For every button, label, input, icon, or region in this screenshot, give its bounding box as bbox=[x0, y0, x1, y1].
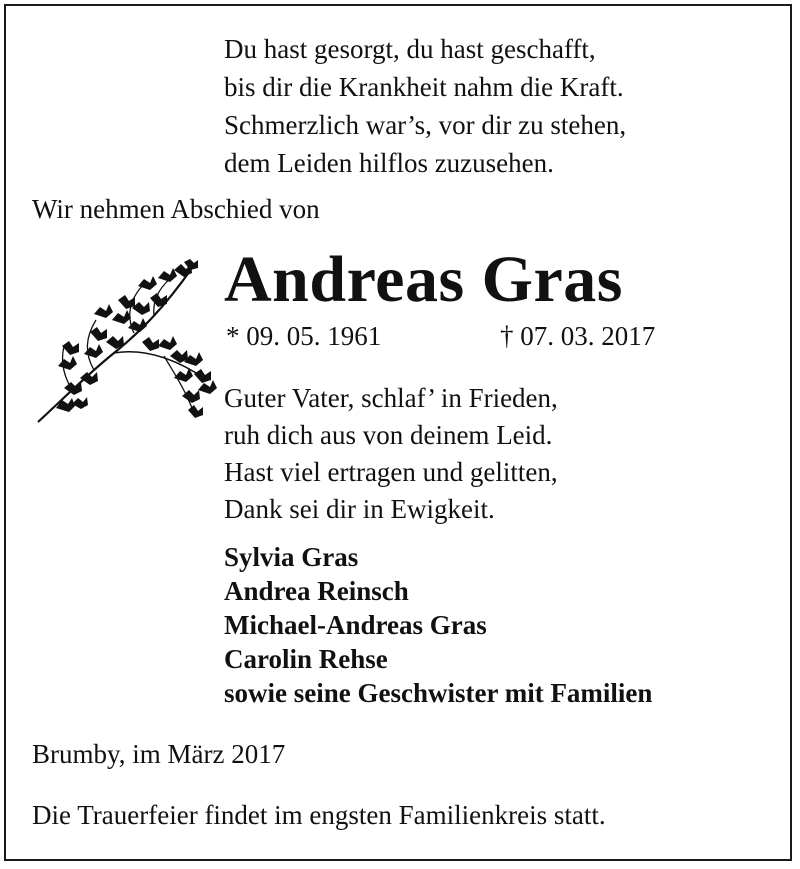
mourner-name: Andrea Reinsch bbox=[224, 576, 409, 606]
birth-date: * 09. 05. 1961 bbox=[226, 321, 382, 351]
poem-line: Schmerzlich war’s, vor dir zu stehen, bbox=[224, 110, 627, 140]
poem-line: ruh dich aus von deinem Leid. bbox=[224, 420, 553, 450]
poem-line: Hast viel ertragen und gelitten, bbox=[224, 457, 558, 487]
deceased-name: Andreas Gras bbox=[224, 243, 623, 316]
poem-line: dem Leiden hilflos zuzusehen. bbox=[224, 148, 554, 178]
death-date: † 07. 03. 2017 bbox=[500, 321, 656, 351]
closing-poem bbox=[224, 380, 558, 528]
place-date: Brumby, im März 2017 bbox=[32, 739, 286, 769]
funeral-note: Die Trauerfeier findet im engsten Familienkreis statt. bbox=[32, 800, 606, 830]
opening-poem bbox=[224, 30, 626, 182]
mourner-name: sowie seine Geschwister mit Familien bbox=[224, 678, 653, 708]
poem-line: Dank sei dir in Ewigkeit. bbox=[224, 494, 495, 524]
poem-line: bis dir die Krankheit nahm die Kraft. bbox=[224, 72, 624, 102]
mourner-name: Sylvia Gras bbox=[224, 542, 359, 572]
poem-line: Du hast gesorgt, du hast geschafft, bbox=[224, 34, 596, 64]
mourners-list bbox=[224, 540, 652, 710]
mourner-name: Michael-Andreas Gras bbox=[224, 610, 487, 640]
ivy-branch-icon bbox=[34, 258, 218, 428]
poem-line: Guter Vater, schlaf’ in Frieden, bbox=[224, 383, 558, 413]
mourner-name: Carolin Rehse bbox=[224, 644, 388, 674]
farewell-intro: Wir nehmen Abschied von bbox=[32, 194, 320, 224]
